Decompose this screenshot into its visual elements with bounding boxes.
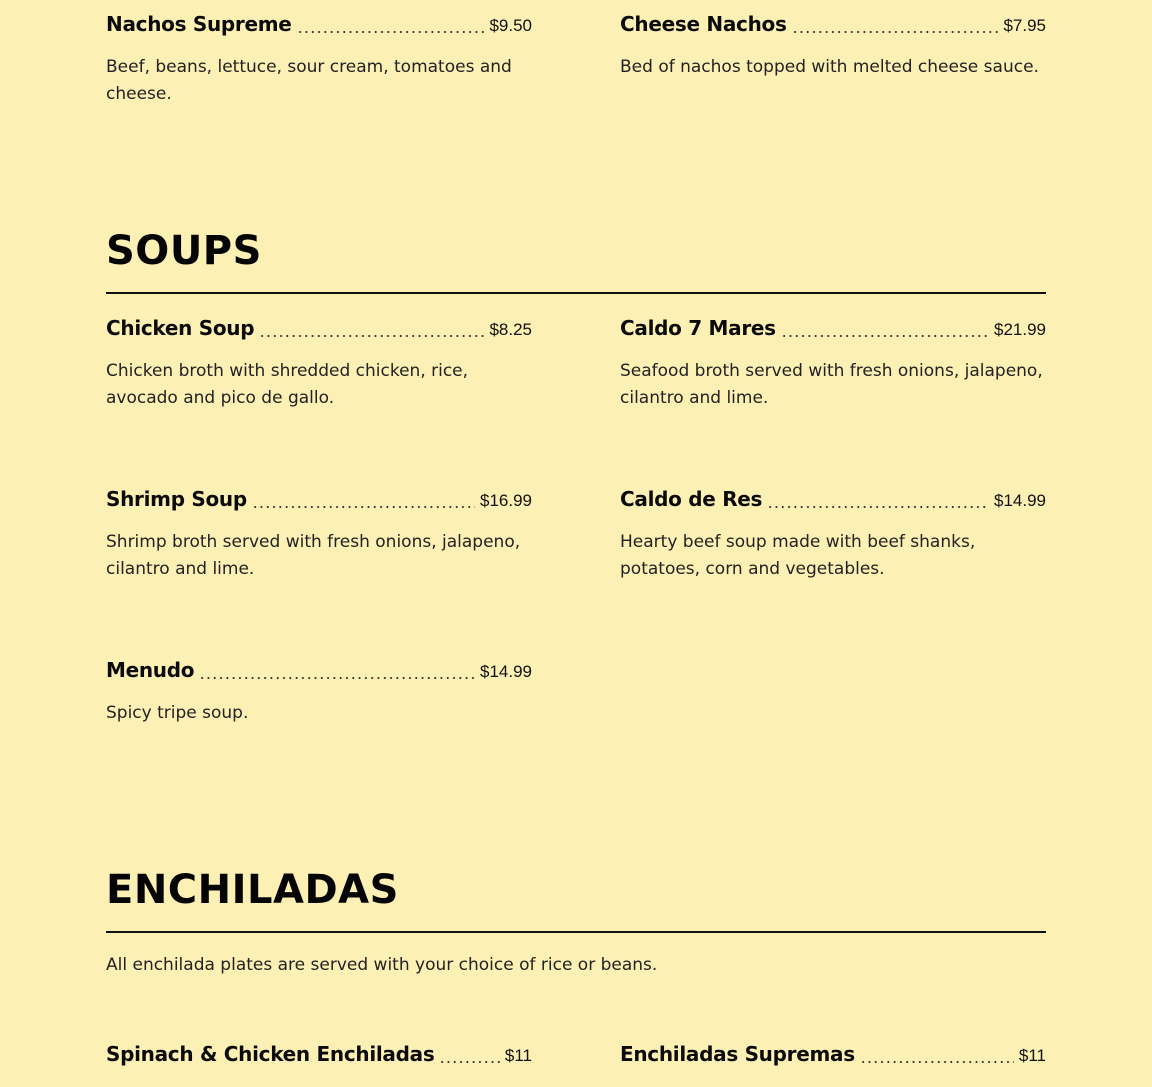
item-name: Shrimp Soup bbox=[106, 487, 247, 511]
item-price: $9.50 bbox=[489, 16, 532, 35]
item-price: $8.25 bbox=[489, 320, 532, 339]
item-description: Beef, beans, lettuce, sour cream, tomatoes and cheese. bbox=[106, 57, 512, 104]
menu-item-caldo-7-mares bbox=[620, 316, 1046, 412]
dot-leader bbox=[252, 505, 475, 509]
item-price: $14.99 bbox=[994, 491, 1046, 510]
item-price: $7.95 bbox=[1003, 16, 1046, 35]
soups-row-3 bbox=[106, 658, 1046, 727]
section-note: All enchilada plates are served with your choice of rice or beans. bbox=[106, 955, 658, 975]
item-name: Caldo de Res bbox=[620, 487, 763, 511]
item-name: Spinach & Chicken Enchiladas bbox=[106, 1042, 435, 1066]
dot-leader bbox=[439, 1060, 499, 1064]
item-name: Nachos Supreme bbox=[106, 12, 292, 36]
item-description: Chicken broth with shredded chicken, rice, avocado and pico de gallo. bbox=[106, 361, 469, 408]
item-name: Cheese Nachos bbox=[620, 12, 787, 36]
item-description: Spicy tripe soup. bbox=[106, 703, 249, 723]
enchiladas-row-1 bbox=[106, 1042, 1046, 1072]
dot-leader bbox=[199, 676, 475, 680]
item-price: $21.99 bbox=[994, 320, 1046, 339]
section-title-enchiladas: ENCHILADAS bbox=[106, 867, 399, 913]
soups-row-2 bbox=[106, 487, 1046, 583]
section-divider bbox=[106, 292, 1046, 294]
nachos-items bbox=[106, 12, 1046, 108]
menu-item-menudo bbox=[106, 658, 532, 727]
dot-leader bbox=[860, 1060, 1014, 1064]
item-description: Seafood broth served with fresh onions, jalapeno, cilantro and lime. bbox=[620, 361, 1043, 408]
item-name: Caldo 7 Mares bbox=[620, 316, 776, 340]
item-price: $11 bbox=[504, 1046, 532, 1065]
menu-item-chicken-soup bbox=[106, 316, 532, 412]
dot-leader bbox=[767, 505, 989, 509]
menu-item-caldo-de-res bbox=[620, 487, 1046, 583]
section-title-soups: SOUPS bbox=[106, 228, 262, 274]
menu-item-cheese-nachos bbox=[620, 12, 1046, 108]
item-description: Bed of nachos topped with melted cheese sauce. bbox=[620, 57, 1039, 77]
section-divider bbox=[106, 931, 1046, 933]
item-price: $16.99 bbox=[480, 491, 532, 510]
menu-item-nachos-supreme bbox=[106, 12, 532, 108]
dot-leader bbox=[297, 30, 485, 34]
item-price: $14.99 bbox=[480, 662, 532, 681]
menu-item-shrimp-soup bbox=[106, 487, 532, 583]
menu-item-spinach-chicken-enchiladas bbox=[106, 1042, 532, 1072]
soups-row-1 bbox=[106, 316, 1046, 412]
item-name: Enchiladas Supremas bbox=[620, 1042, 855, 1066]
item-description: Hearty beef soup made with beef shanks, potatoes, corn and vegetables. bbox=[620, 532, 976, 579]
item-price: $11 bbox=[1018, 1046, 1046, 1065]
item-name: Chicken Soup bbox=[106, 316, 255, 340]
dot-leader bbox=[792, 30, 999, 34]
item-description: Shrimp broth served with fresh onions, jalapeno, cilantro and lime. bbox=[106, 532, 521, 579]
dot-leader bbox=[259, 334, 484, 338]
item-name: Menudo bbox=[106, 658, 195, 682]
menu-item-enchiladas-supremas bbox=[620, 1042, 1046, 1072]
dot-leader bbox=[781, 334, 989, 338]
